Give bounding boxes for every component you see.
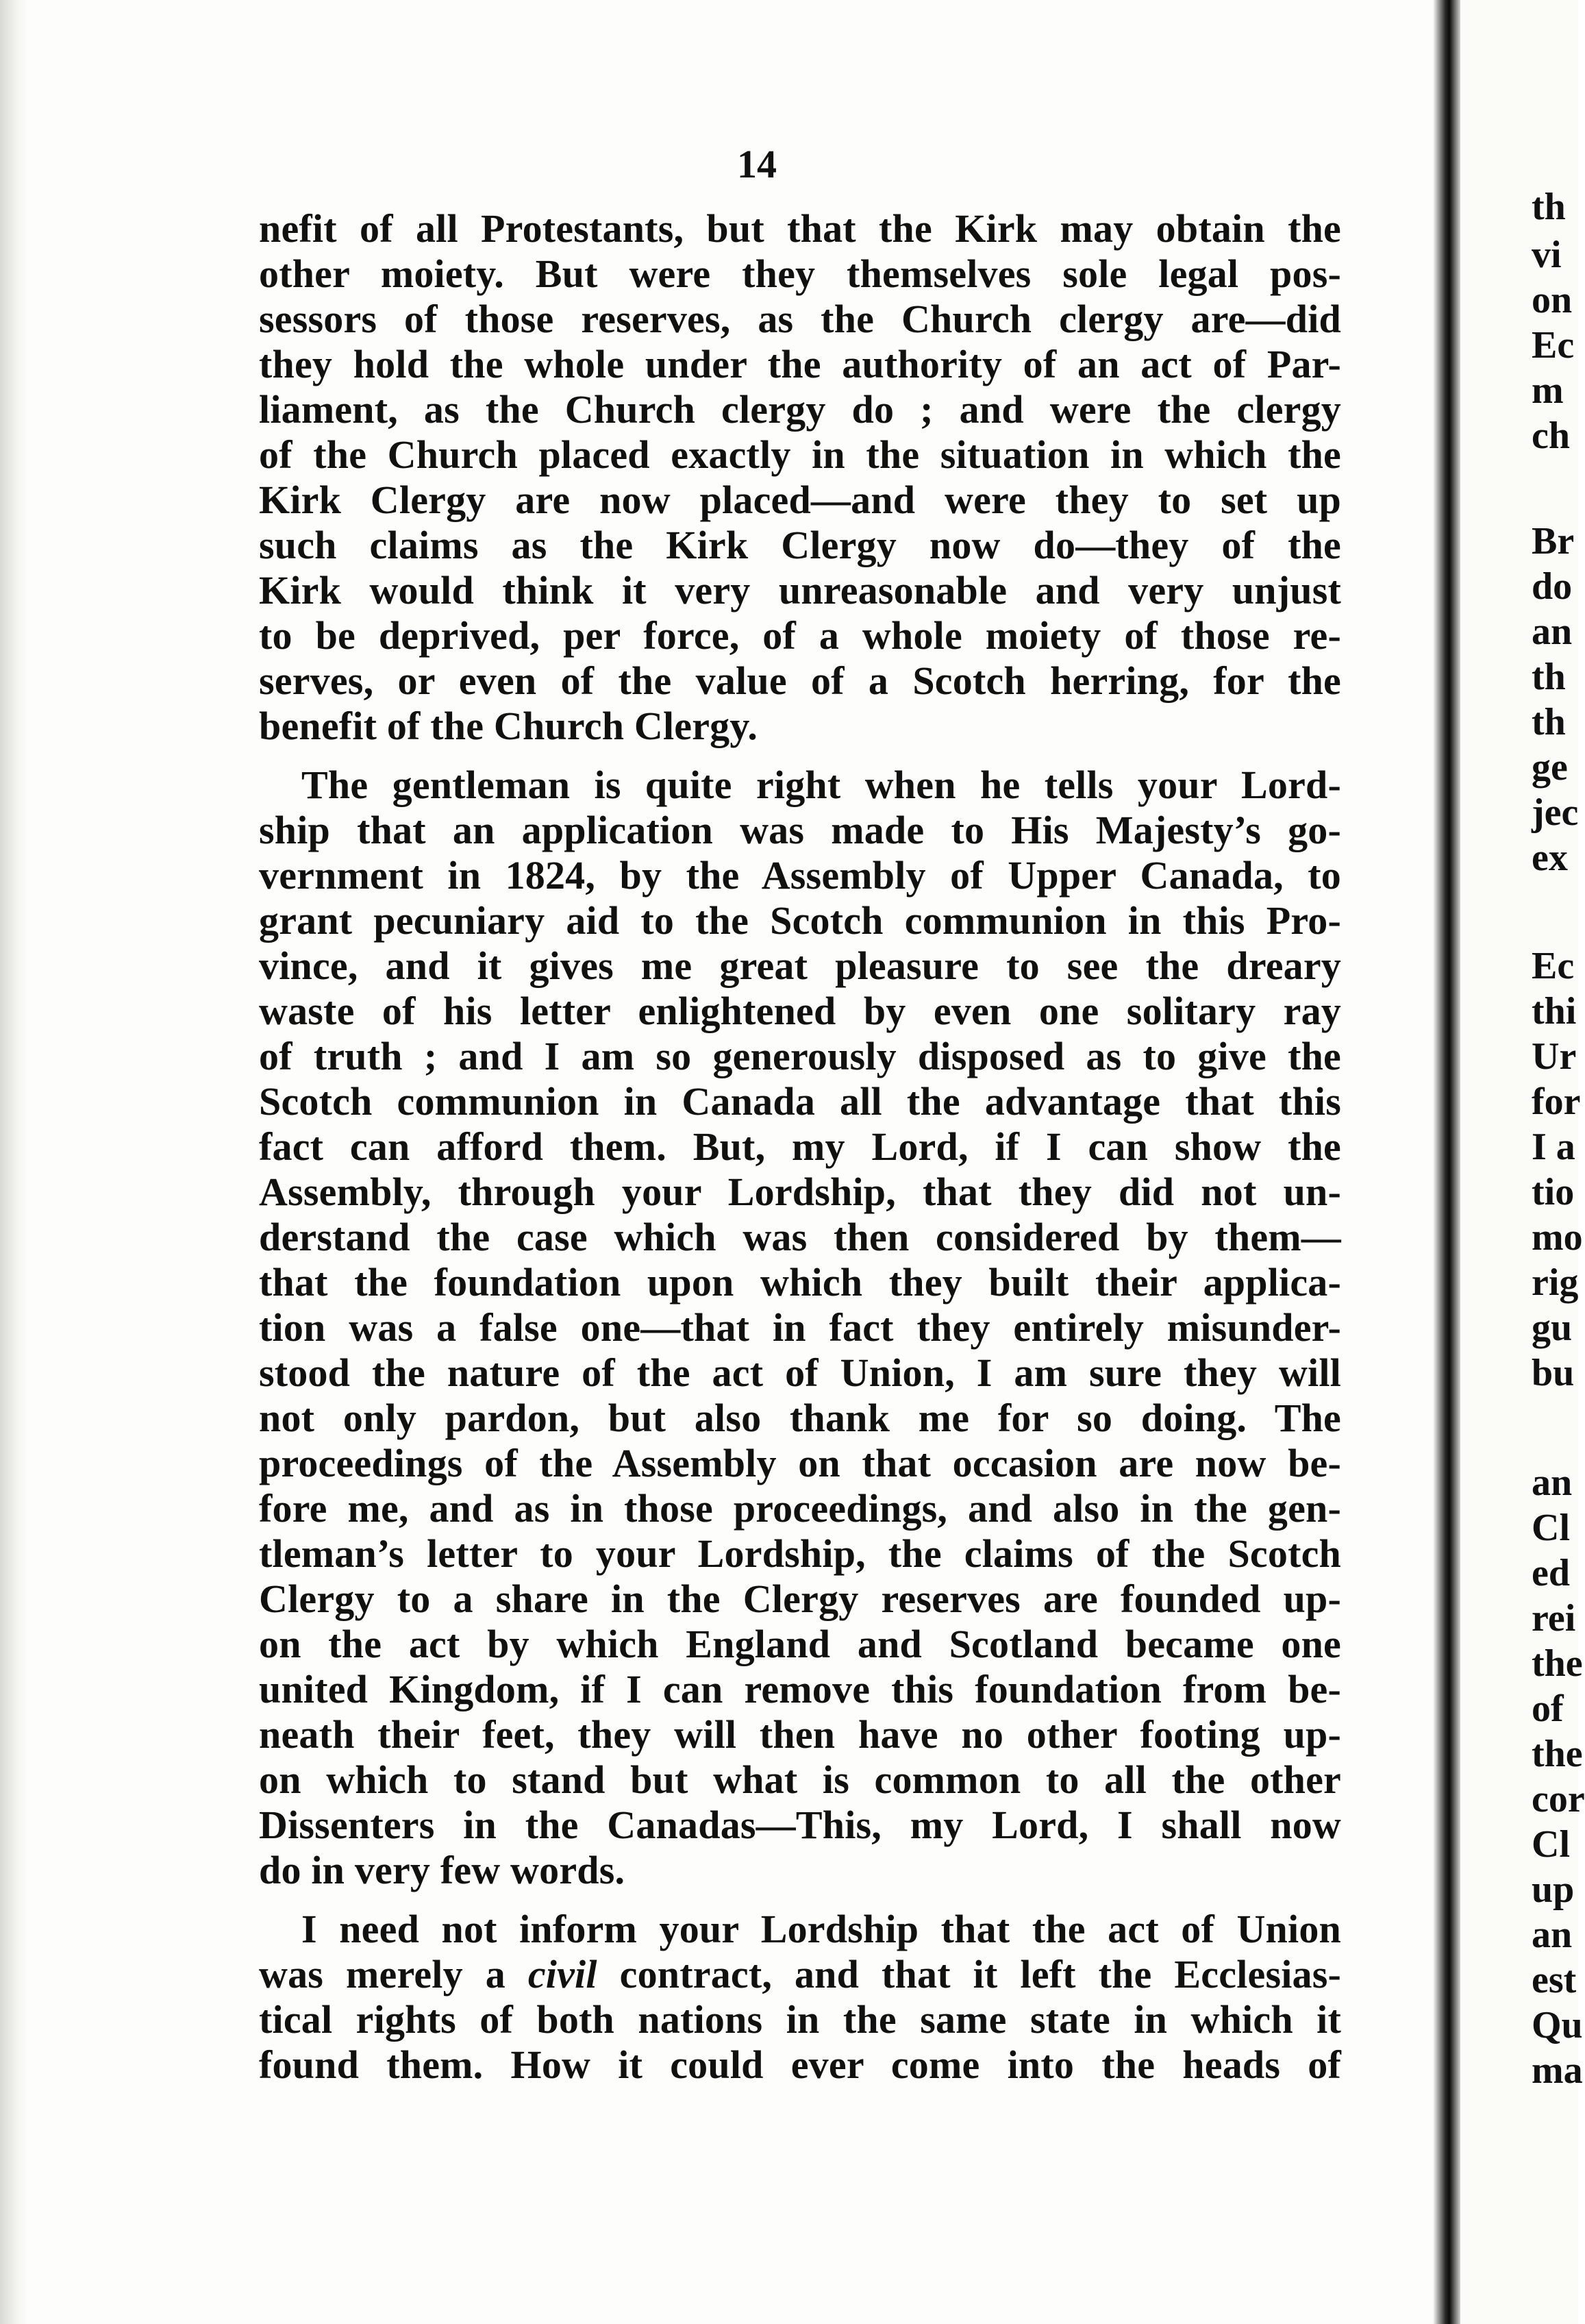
text-line: do in very few words. <box>259 1848 625 1892</box>
facing-page-fragment: an <box>1532 1461 1573 1504</box>
text-line: Assembly, through your Lordship, that they did not un- <box>259 1170 1341 1214</box>
text-line: stood the nature of the act of Union, I am sure they will <box>259 1350 1341 1395</box>
facing-page-fragment: of <box>1532 1688 1564 1730</box>
text-line: such claims as the Kirk Clergy now do—they of the <box>259 523 1341 567</box>
text-fragment: contract, and that it left the Ecclesias- <box>619 1952 1342 1997</box>
facing-page-fragment: Cl <box>1532 1507 1570 1549</box>
text-line: nefit of all Protestants, but that the Kirk may obtain the <box>259 206 1341 251</box>
text-line: Kirk Clergy are now placed—and were they to set up <box>259 478 1341 522</box>
facing-page-fragment: Br <box>1532 520 1575 563</box>
facing-page-fragment: rei <box>1532 1597 1576 1640</box>
page-number: 14 <box>737 142 777 186</box>
text-line: they hold the whole under the authority of an act of Par- <box>259 342 1341 386</box>
text-line: not only pardon, but also thank me for so doing. The <box>259 1396 1341 1440</box>
text-fragment: was merely a <box>259 1952 506 1997</box>
facing-page-fragment: on <box>1532 279 1573 321</box>
text-line-with-italic <box>259 1951 1341 1998</box>
facing-page-fragment: est <box>1532 1959 1577 2001</box>
facing-page-fragment: Ec <box>1532 324 1575 367</box>
facing-page-fragment: tio <box>1532 1171 1575 1213</box>
text-line: fact can afford them. But, my Lord, if I can show the <box>259 1124 1341 1169</box>
facing-page-fragment: cor <box>1532 1778 1585 1820</box>
text-line: serves, or even of the value of a Scotch herring, for the <box>259 658 1341 703</box>
text-line: I need not inform your Lordship that the act of Union <box>301 1907 1341 1951</box>
facing-page-fragment: Ec <box>1532 945 1575 987</box>
facing-page-fragment: gu <box>1532 1307 1573 1349</box>
facing-page-fragment: vi <box>1532 234 1562 276</box>
text-line: The gentleman is quite right when he tells your Lord- <box>301 763 1341 807</box>
facing-page-fragment: th <box>1532 656 1566 698</box>
text-line: ship that an application was made to His Majesty’s go- <box>259 808 1341 852</box>
text-line: liament, as the Church clergy do ; and were the clergy <box>259 387 1341 432</box>
facing-page-fragment: mo <box>1532 1216 1583 1259</box>
facing-page-fragment: Ur <box>1532 1035 1577 1078</box>
text-line: united Kingdom, if I can remove this foundation from be- <box>259 1667 1341 1711</box>
text-line: fore me, and as in those proceedings, and also in the gen- <box>259 1486 1341 1531</box>
facing-page-fragment: th <box>1532 186 1566 228</box>
facing-page-fragment: the <box>1532 1642 1583 1685</box>
book-gutter <box>1433 0 1460 2324</box>
facing-page-fragment: Cl <box>1532 1823 1570 1866</box>
text-line: waste of his letter enlightened by even one solitary ray <box>259 989 1341 1033</box>
facing-page-fragment: I a <box>1532 1126 1575 1168</box>
text-line: tleman’s letter to your Lordship, the claims of the Scotch <box>259 1531 1341 1576</box>
facing-page-fragment: ma <box>1532 2049 1583 2092</box>
text-line: Dissenters in the Canadas—This, my Lord, I shall now <box>259 1803 1341 1847</box>
text-line: derstand the case which was then considered by them— <box>259 1215 1341 1259</box>
facing-page-fragment: for <box>1532 1080 1581 1123</box>
facing-page-fragment: m <box>1532 369 1564 412</box>
text-line: tion was a false one—that in fact they entirely misunder- <box>259 1305 1341 1350</box>
text-line: proceedings of the Assembly on that occasion are now be- <box>259 1441 1341 1485</box>
facing-page-fragment: ge <box>1532 746 1568 789</box>
facing-page-fragment: th <box>1532 701 1566 743</box>
text-line: found them. How it could ever come into the heads of <box>259 2042 1341 2087</box>
text-line: vince, and it gives me great pleasure to see the dreary <box>259 943 1341 988</box>
text-line: neath their feet, they will then have no other footing up- <box>259 1712 1341 1757</box>
facing-page-fragment: an <box>1532 1914 1573 1956</box>
text-line: Scotch communion in Canada all the advantage that this <box>259 1079 1341 1124</box>
text-line: that the foundation upon which they built their applica- <box>259 1260 1341 1305</box>
page-edge-shadow <box>0 0 27 2324</box>
italic-word: civil <box>527 1952 597 1997</box>
facing-page-fragment: rig <box>1532 1261 1579 1304</box>
facing-page-fragment: up <box>1532 1868 1575 1911</box>
facing-page-fragment: the <box>1532 1733 1583 1775</box>
text-line: on the act by which England and Scotland became one <box>259 1622 1341 1666</box>
facing-page-fragment: thi <box>1532 990 1577 1033</box>
text-line: of truth ; and I am so generously disposed as to give the <box>259 1034 1341 1078</box>
facing-page-fragment: bu <box>1532 1352 1575 1394</box>
text-line: other moiety. But were they themselves sole legal pos- <box>259 251 1341 296</box>
text-line: benefit of the Church Clergy. <box>259 704 758 748</box>
text-line: vernment in 1824, by the Assembly of Upper Canada, to <box>259 853 1341 898</box>
facing-page-fragment: ex <box>1532 837 1568 879</box>
text-line: on which to stand but what is common to all the other <box>259 1757 1341 1802</box>
text-line: of the Church placed exactly in the situation in which the <box>259 432 1341 477</box>
facing-page-fragment: ed <box>1532 1552 1570 1594</box>
text-line: to be deprived, per force, of a whole moiety of those re- <box>259 613 1341 658</box>
facing-page-fragment: an <box>1532 610 1573 653</box>
facing-page-fragment: do <box>1532 565 1573 608</box>
facing-page-fragment: jec <box>1532 791 1579 834</box>
text-line: Clergy to a share in the Clergy reserves are founded up- <box>259 1577 1341 1621</box>
facing-page-fragment: ch <box>1532 415 1570 457</box>
facing-page-fragment: Qu <box>1532 2004 1583 2047</box>
text-line: sessors of those reserves, as the Church clergy are—did <box>259 297 1341 341</box>
text-line: tical rights of both nations in the same state in which it <box>259 1997 1341 2042</box>
text-line: Kirk would think it very unreasonable and very unjust <box>259 568 1341 613</box>
text-line: grant pecuniary aid to the Scotch communion in this Pro- <box>259 898 1341 943</box>
